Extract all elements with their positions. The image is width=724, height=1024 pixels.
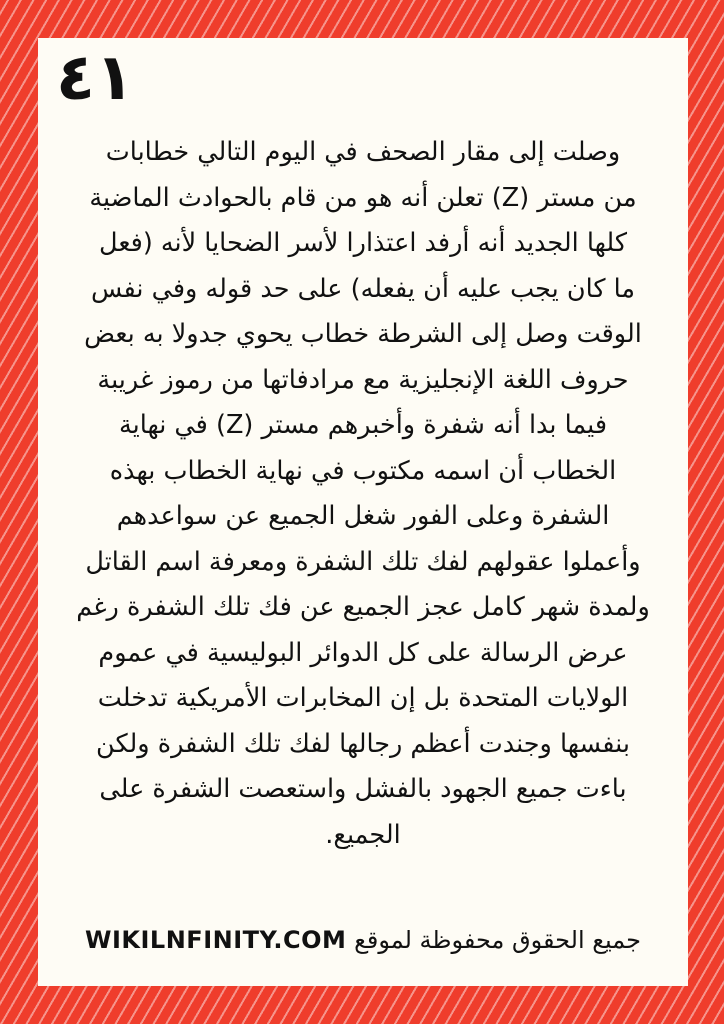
page-number: ٤١ bbox=[56, 41, 135, 115]
text-line: الجميع. bbox=[325, 819, 401, 850]
copyright-footer bbox=[38, 926, 688, 954]
text-line: بنفسها وجندت أعظم رجالها لفك تلك الشفرة ولكن bbox=[96, 728, 630, 759]
text-line: ولمدة شهر كامل عجز الجميع عن فك تلك الشفرة رغم bbox=[76, 592, 650, 622]
text-line: الولايات المتحدة بل إن المخابرات الأمريكية تدخلت bbox=[97, 683, 629, 713]
text-line: الخطاب أن اسمه مكتوب في نهاية الخطاب بهذه bbox=[109, 455, 617, 486]
story-paragraph bbox=[42, 130, 684, 858]
text-line: باءت جميع الجهود بالفشل واستعصت الشفرة على bbox=[99, 774, 627, 804]
text-line: فيما بدا أنه شفرة وأخبرهم مستر (Z) في نهاية bbox=[118, 410, 608, 440]
site-name: WIKILNFINITY.COM bbox=[84, 926, 347, 954]
text-line: الوقت وصل إلى الشرطة خطاب يحوي جدولا به بعض bbox=[84, 319, 642, 349]
text-line: وأعملوا عقولهم لفك تلك الشفرة ومعرفة اسم القاتل bbox=[85, 546, 641, 577]
text-line: وصلت إلى مقار الصحف في اليوم التالي خطابات bbox=[105, 137, 621, 167]
text-line: من مستر (Z) تعلن أنه هو من قام بالحوادث الماضية bbox=[89, 182, 637, 213]
rights-text: جميع الحقوق محفوظة لموقع bbox=[354, 926, 642, 954]
text-line: كلها الجديد أنه أرفد اعتذارا لأسر الضحايا لأنه (فعل bbox=[99, 228, 627, 258]
text-line: الشفرة وعلى الفور شغل الجميع عن سواعدهم bbox=[116, 501, 610, 531]
page-card bbox=[38, 38, 688, 986]
text-line: حروف اللغة الإنجليزية مع مرادفاتها من رموز غريبة bbox=[97, 364, 629, 395]
text-line: ما كان يجب عليه أن يفعله) على حد قوله وفي نفس bbox=[90, 273, 636, 304]
text-line: عرض الرسالة على كل الدوائر البوليسية في عموم bbox=[98, 637, 628, 668]
